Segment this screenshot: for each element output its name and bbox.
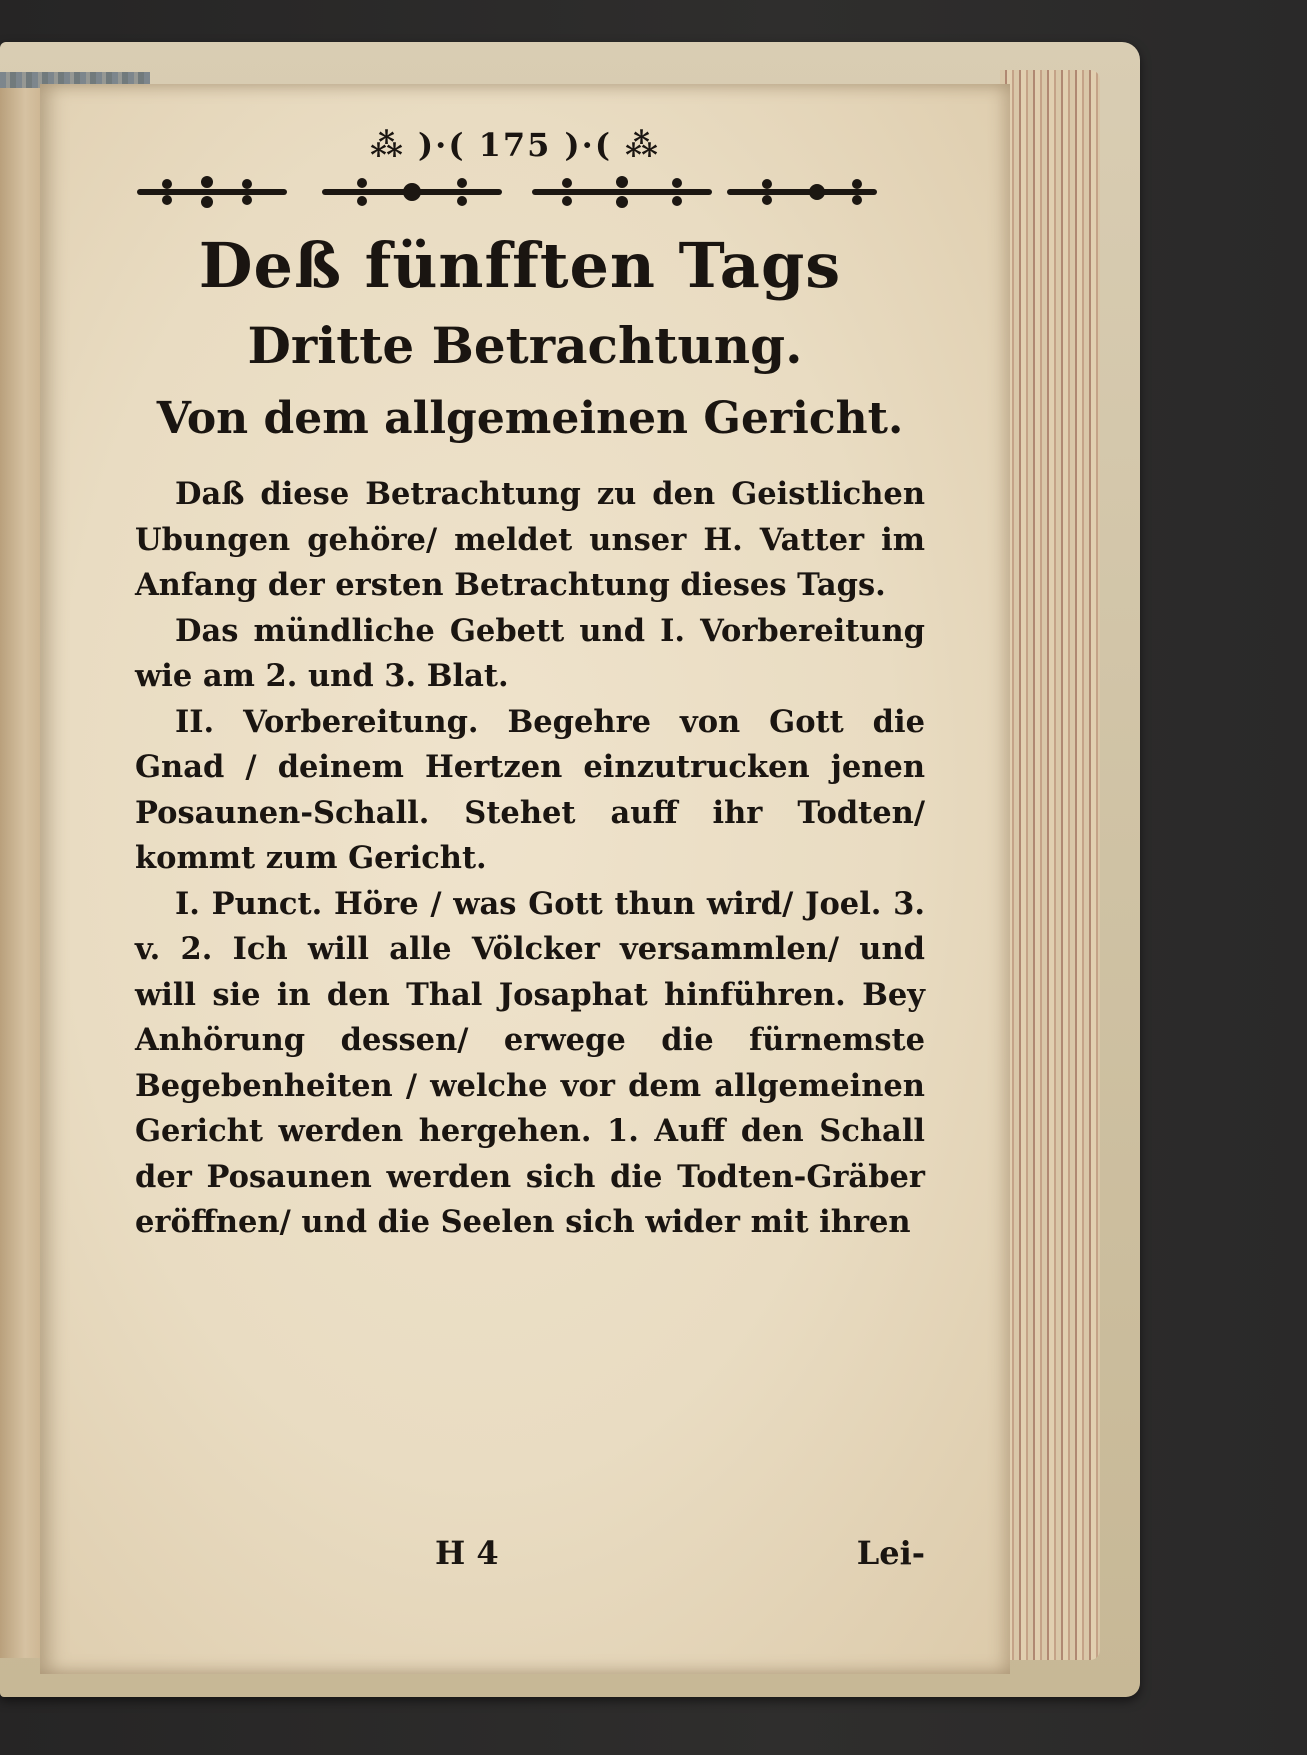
catchword: Lei- bbox=[856, 1534, 925, 1572]
paragraph-intro: Daß diese Betrachtung zu den Geistlichen Ubungen gehöre/ meldet unser H. Vatter im Anfang der ersten Betrachtung dieses Tags. bbox=[135, 476, 925, 603]
page-footer bbox=[135, 1534, 925, 1584]
paragraph-point-one: I. Punct. Höre / was Gott thun wird/ Joel. 3. v. 2. Ich will alle Völcker versammlen/ und will sie in den Thal Josaphat hinführen. Bey Anhörung dessen/ erwege die fürnemste Begebenheiten / welche vor dem allgemeinen Gericht werden hergehen. 1. Auff den Schall der Posaunen werden sich die Todten-Gräber eröffnen/ und die Seelen sich wider mit ihren bbox=[135, 885, 925, 1240]
page-header: ⁂ )·( 175 )·( ⁂ bbox=[370, 126, 660, 164]
book-page bbox=[40, 84, 1010, 1674]
paragraph-prayer: Das mündliche Gebett und I. Vorbereitung wie am 2. und 3. Blat. bbox=[135, 612, 925, 694]
page-subtitle: Dritte Betrachtung. bbox=[247, 316, 803, 375]
page-title: Deß fünfften Tags bbox=[198, 229, 842, 302]
paragraph-preparation: II. Vorbereitung. Begehre von Gott die Gnad / deinem Hertzen einzutrucken jenen Posaunen-Schall. Stehet auff ihr Todten/ kommt zum Gericht. bbox=[135, 703, 925, 876]
facing-page-edge bbox=[0, 88, 44, 1658]
page-text-block bbox=[135, 122, 925, 1246]
page-edges bbox=[1000, 70, 1100, 1660]
ornament-border bbox=[127, 172, 887, 212]
signature-mark: H 4 bbox=[435, 1534, 499, 1572]
section-heading: Von dem allgemeinen Gericht. bbox=[156, 393, 904, 444]
